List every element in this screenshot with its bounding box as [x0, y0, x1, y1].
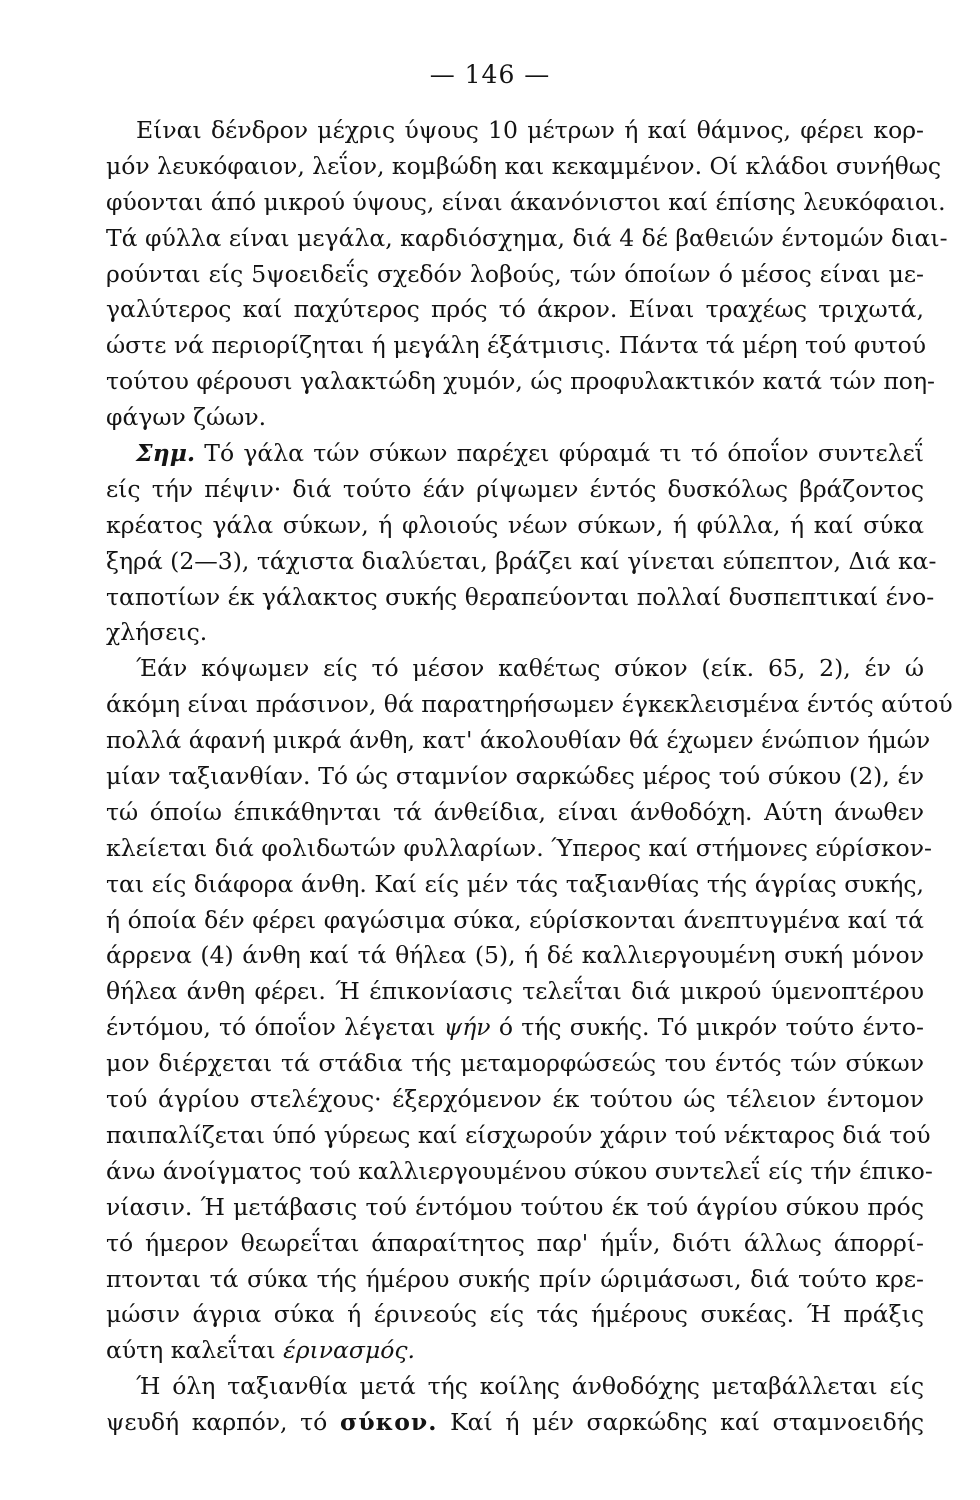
note-first-line: [106, 436, 924, 472]
text-line: μώσιν άγρια σύκα ή έρινεούς είς τάς ήμέρους συκέας. Ή πράξις: [106, 1300, 924, 1329]
text-line: [106, 1333, 924, 1369]
text-line: φάγων ζώων.: [106, 403, 267, 432]
text-line: τό ήμερον θεωρεΐται άπαραίτητος παρ' ήμΐν, διότι άλλως άπορρί-: [106, 1228, 924, 1257]
italic-term: ψήν: [443, 1013, 491, 1042]
text-line: πολλά άφανή μικρά άνθη, κατ' άκολουθίαν θά έχωμεν ένώπιον ήμών: [106, 726, 931, 755]
text-line: [106, 1010, 924, 1046]
note-text: Τό γάλα τών σύκων παρέχει φύραμά τι τό όποΐον συντελεΐ: [195, 439, 924, 468]
text-line: μον διέρχεται τά στάδια τής μεταμορφώσεώς του έντός τών σύκων: [106, 1049, 924, 1078]
text-line: κρέατος γάλα σύκων, ή φλοιούς νέων σύκων, ή φύλλα, ή καί σύκα: [106, 510, 924, 539]
text-line: Ή όλη ταξιανθία μετά τής κοίλης άνθοδόχης μεταβάλλεται είς: [136, 1372, 924, 1401]
text-line: μίαν ταξιανθίαν. Τό ώς σταμνίον σαρκώδες μέρος τού σύκου (2), έν: [106, 762, 924, 791]
text-line: ρούνται είς 5ψοειδεΐς σχεδόν λοβούς, τών όποίων ό μέσος είναι με-: [106, 259, 924, 288]
text-segment: ψευδή καρπόν, τό: [106, 1408, 340, 1437]
text-line: Είναι δένδρον μέχρις ύψους 10 μέτρων ή καί θάμνος, φέρει κορ-: [136, 116, 924, 144]
text-line: ώστε νά περιορίζηται ή μεγάλη έξάτμισις. Πάντα τά μέρη τού φυτού: [106, 331, 927, 360]
text-line: κλείεται διά φολιδωτών φυλλαρίων. Ύπερος καί στήμονες εύρίσκον-: [106, 833, 932, 862]
text-line: παιπαλίζεται ύπό γύρεως καί είσχωρούν χάριν τού νέκταρος διά τού: [106, 1120, 931, 1149]
body-text: [106, 113, 953, 1441]
note-label: Σημ.: [136, 439, 196, 468]
text-segment: έντόμου, τό όποΐον λέγεται: [106, 1013, 444, 1042]
text-segment: ό τής συκής. Τό μικρόν τούτο έντο-: [490, 1013, 924, 1042]
text-line: μόν λευκόφαιον, λεΐον, κομβώδη και κεκαμμένον. Οί κλάδοι συνήθως: [106, 151, 942, 180]
text-line: γαλύτερος καί παχύτερος πρός τό άκρον. Είναι τραχέως τριχωτά,: [106, 295, 924, 324]
text-line: ται είς διάφορα άνθη. Καί είς μέν τάς ταξιανθίας τής άγρίας συκής,: [106, 869, 924, 898]
text-line: ξηρά (2—3), τάχιστα διαλύεται, βράζει καί γίνεται εύπεπτον, Διά κα-: [106, 546, 937, 575]
text-line: θήλεα άνθη φέρει. Ή έπικονίασις τελεΐται διά μικρού ύμενοπτέρου: [106, 977, 924, 1006]
text-line: είς τήν πέψιν· διά τούτο έάν ρίψωμεν έντός δυσκόλως βράζοντος: [106, 474, 924, 503]
text-line: Τά φύλλα είναι μεγάλα, καρδιόσχημα, διά 4 δέ βαθειών έντομών διαι-: [106, 223, 948, 252]
text-segment: αύτη καλεΐται: [106, 1336, 284, 1365]
text-line: φύονται άπό μικρού ύψους, είναι άκανόνιστοι καί έπίσης λευκόφαιοι.: [106, 187, 946, 216]
text-line: άνω άνοίγματος τού καλλιεργουμένου σύκου συντελεΐ είς τήν έπικο-: [106, 1156, 933, 1185]
italic-term: έρινασμός.: [283, 1336, 415, 1365]
text-line: νίασιν. Ή μετάβασις τού έντόμου τούτου έκ τού άγρίου σύκου πρός: [106, 1192, 924, 1221]
text-line: ή όποία δέν φέρει φαγώσιμα σύκα, εύρίσκονται άνεπτυγμένα καί τά: [106, 905, 924, 934]
bold-term: σύκον.: [340, 1408, 438, 1437]
text-line: πτονται τά σύκα τής ήμέρου συκής πρίν ώριμάσωσι, διά τούτο κρε-: [106, 1264, 924, 1293]
text-line: Έάν κόψωμεν είς τό μέσον καθέτως σύκον (είκ. 65, 2), έν ώ: [136, 654, 924, 683]
text-line: τώ όποίω έπικάθηνται τά άνθείδια, είναι άνθοδόχη. Αύτη άνωθεν: [106, 797, 924, 826]
text-line: ταποτίων έκ γάλακτος συκής θεραπεύονται πολλαί δυσπεπτικαί ένο-: [106, 582, 935, 611]
text-line: χλήσεις.: [106, 618, 208, 647]
text-line: τούτου φέρουσι γαλακτώδη χυμόν, ώς προφυλακτικόν κατά τών ποη-: [106, 367, 935, 396]
text-line: άρρενα (4) άνθη καί τά θήλεα (5), ή δέ καλλιεργουμένη συκή μόνον: [106, 941, 924, 970]
text-line: τού άγρίου στελέχους· έξερχόμενον έκ τούτου ώς τέλειον έντομον: [106, 1085, 924, 1114]
text-segment: Καί ή μέν σαρκώδης καί σταμνοειδής: [437, 1408, 925, 1437]
text-line: άκόμη είναι πράσινον, θά παρατηρήσωμεν έγκεκλεισμένα έντός αύτού: [106, 690, 953, 719]
text-line: [106, 1405, 924, 1441]
page-number: — 146 —: [429, 60, 551, 89]
